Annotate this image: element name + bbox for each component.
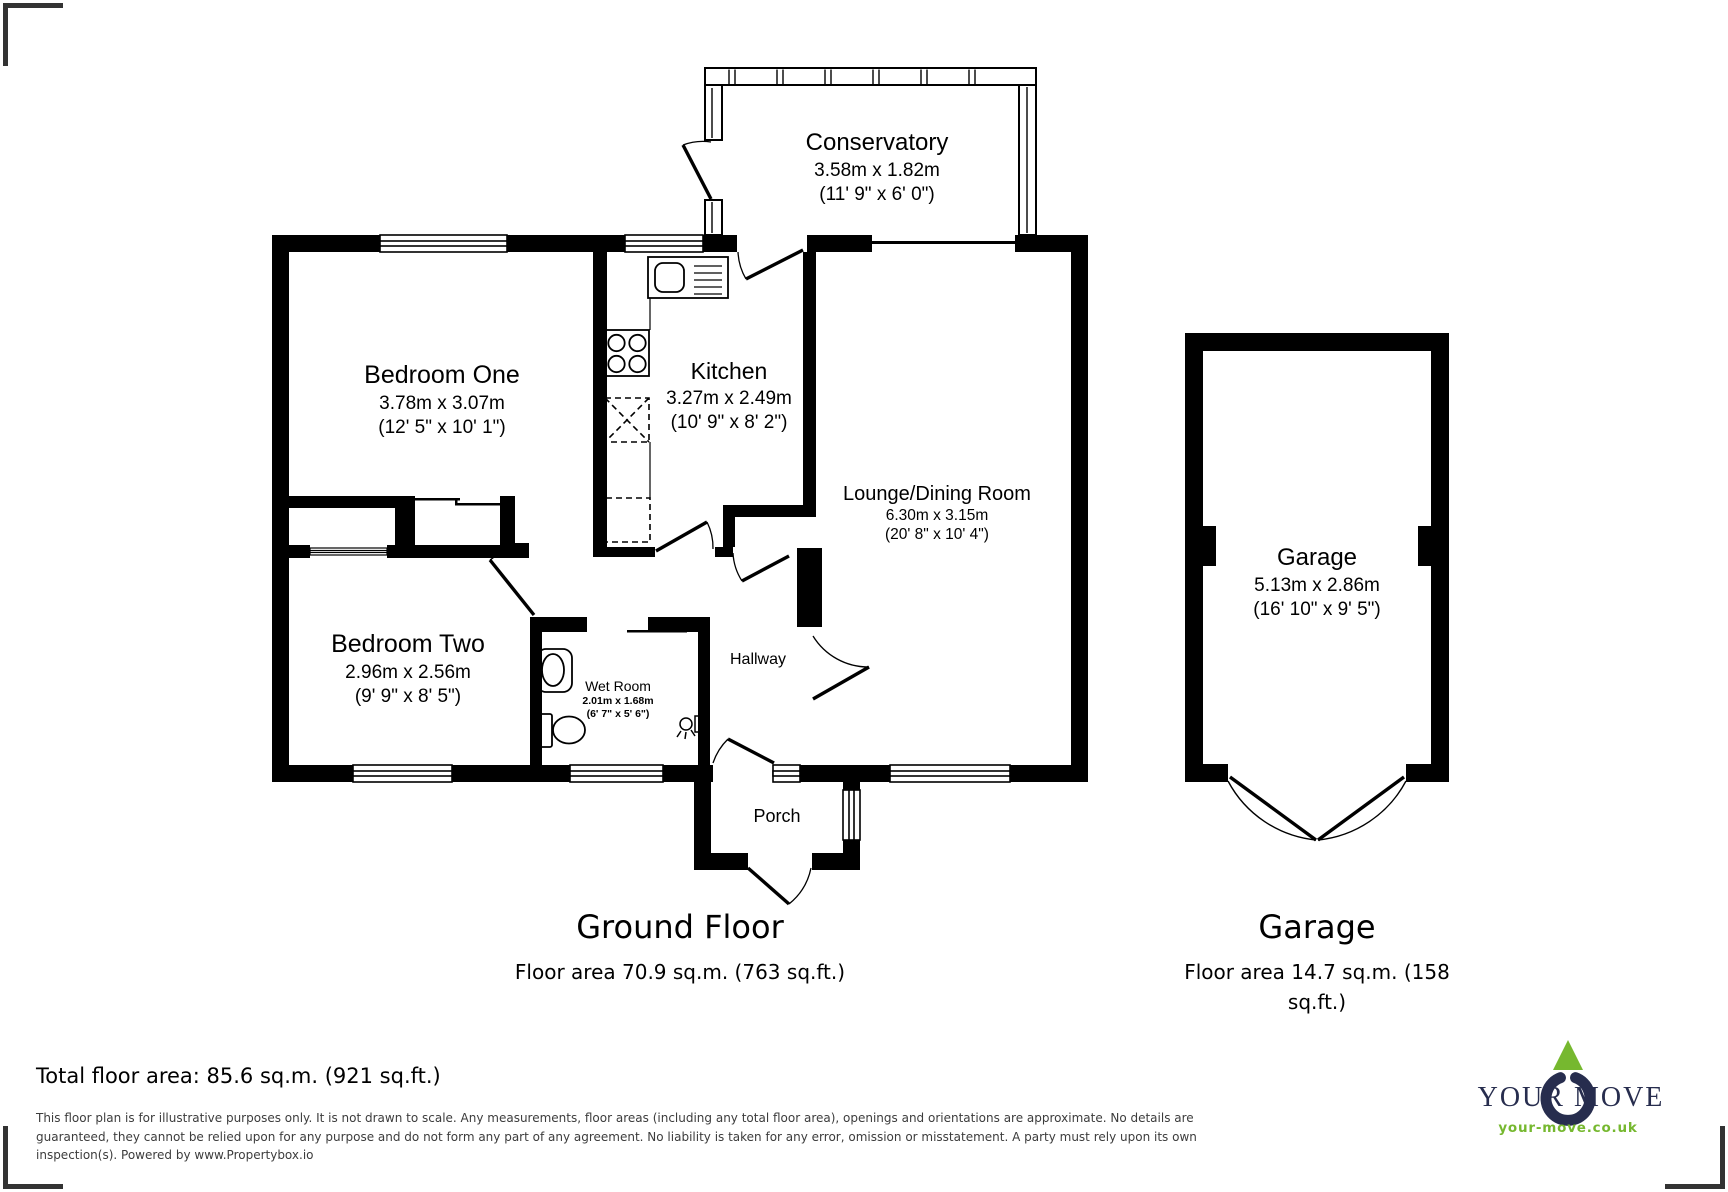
ground-floor-title: Ground Floor xyxy=(576,908,784,946)
room-name: Lounge/Dining Room xyxy=(843,483,1031,505)
disclaimer xyxy=(36,1109,1197,1165)
room-name: Kitchen xyxy=(690,358,768,384)
room-label-kitchen xyxy=(666,357,792,435)
shower-icon xyxy=(677,716,700,739)
your-move-brand-text: YOUR MOVE xyxy=(1477,1082,1665,1113)
hallway-pillar xyxy=(797,548,822,627)
appliance-icon xyxy=(605,398,649,442)
room-label-conservatory xyxy=(806,128,949,207)
room-label-wet-room xyxy=(582,678,653,721)
room-name: Bedroom One xyxy=(364,361,520,389)
wetroom-right-wall xyxy=(698,617,710,782)
garage-caption-area: Floor area 14.7 sq.m. (158 sq.ft.) xyxy=(1184,960,1450,1014)
room-name: Bedroom Two xyxy=(331,630,485,658)
window-bedroom-two xyxy=(353,765,452,782)
door-kitchen xyxy=(656,522,713,551)
wetroom-door-line xyxy=(627,630,687,633)
window-lounge xyxy=(890,765,1010,782)
sink-icon xyxy=(648,257,728,298)
room-label-bedroom-two xyxy=(331,629,485,709)
room-label-porch xyxy=(753,806,800,827)
room-dims-imperial: (6' 7" x 5' 6") xyxy=(586,708,650,720)
cupboard-front-lines xyxy=(415,498,502,506)
door-hallway-to-lounge-upper xyxy=(733,553,789,581)
door-porch-external xyxy=(748,868,811,904)
room-dims-imperial: (11' 9" x 6' 0") xyxy=(819,184,935,205)
open-doorway-line xyxy=(872,241,1015,244)
garage-caption-title: Garage xyxy=(1258,908,1376,946)
ground-floor-area: Floor area 70.9 sq.m. (763 sq.ft.) xyxy=(514,960,846,984)
room-dims-metric: 5.13m x 2.86m xyxy=(1254,575,1380,596)
corner-mark-bottom-right xyxy=(1665,1126,1725,1189)
garage-door-icon xyxy=(1228,777,1406,840)
door-conservatory-external xyxy=(683,141,711,199)
window-hallway-small xyxy=(773,765,800,782)
room-dims-imperial: (12' 5" x 10' 1") xyxy=(378,417,506,438)
kitchen-left-wall xyxy=(593,252,607,557)
window-kitchen xyxy=(625,235,703,252)
hob-icon xyxy=(605,330,649,376)
room-dims-metric: 2.01m x 1.68m xyxy=(582,695,654,707)
room-label-lounge-dining xyxy=(843,482,1031,544)
room-dims-metric: 3.58m x 1.82m xyxy=(814,160,940,181)
room-dims-imperial: (10' 9" x 8' 2") xyxy=(670,412,788,433)
disclaimer-line: guaranteed, they cannot be relied upon for any purpose and do not form any part of any agreement. No liability is taken for any error, omission or misstatement. A party must rely upon its own xyxy=(36,1129,1197,1144)
room-dims-imperial: (9' 9" x 8' 5") xyxy=(354,686,462,707)
door-porch-to-hallway xyxy=(713,739,774,763)
room-label-hallway xyxy=(730,650,786,669)
room-dims-metric: 3.27m x 2.49m xyxy=(666,388,792,409)
basin-icon xyxy=(537,649,572,692)
toilet-icon xyxy=(539,714,585,747)
room-dims-metric: 2.96m x 2.56m xyxy=(345,662,471,683)
disclaimer-line: inspection(s). Powered by www.Propertybox.io xyxy=(36,1148,314,1162)
room-dims-metric: 3.78m x 3.07m xyxy=(379,393,505,414)
room-name: Hallway xyxy=(729,651,787,668)
room-dims-imperial: (16' 10" x 9' 5") xyxy=(1253,599,1381,620)
room-dims-metric: 6.30m x 3.15m xyxy=(885,507,989,524)
wetroom-left-wall xyxy=(530,617,542,782)
room-name: Porch xyxy=(753,806,801,826)
your-move-website-link[interactable]: your-move.co.uk xyxy=(1498,1120,1638,1136)
disclaimer-line: This floor plan is for illustrative purposes only. It is not drawn to scale. Any measurements, floor areas (including any total floor area), openings and orientations are approximate. No details are xyxy=(36,1111,1194,1125)
door-bedroom-two xyxy=(490,549,534,615)
room-name: Garage xyxy=(1276,544,1358,571)
corner-mark-top-left xyxy=(3,3,63,66)
kitchen-lounge-wall xyxy=(803,252,816,505)
window-bedroom-two-internal xyxy=(310,548,387,555)
room-name: Conservatory xyxy=(805,129,949,156)
door-hallway-to-lounge-lower xyxy=(813,636,869,699)
room-label-bedroom-one xyxy=(364,360,520,440)
window-wetroom xyxy=(570,765,663,782)
appliance-icon-2 xyxy=(606,498,650,542)
room-label-garage xyxy=(1253,543,1380,622)
total-floor-area: Total floor area: 85.6 sq.m. (921 sq.ft.) xyxy=(36,1064,441,1088)
door-lounge-to-conservatory xyxy=(738,250,803,279)
room-name: Wet Room xyxy=(585,678,651,694)
room-dims-imperial: (20' 8" x 10' 4") xyxy=(885,526,989,543)
window-porch xyxy=(843,790,860,840)
window-bedroom-one xyxy=(380,235,507,252)
